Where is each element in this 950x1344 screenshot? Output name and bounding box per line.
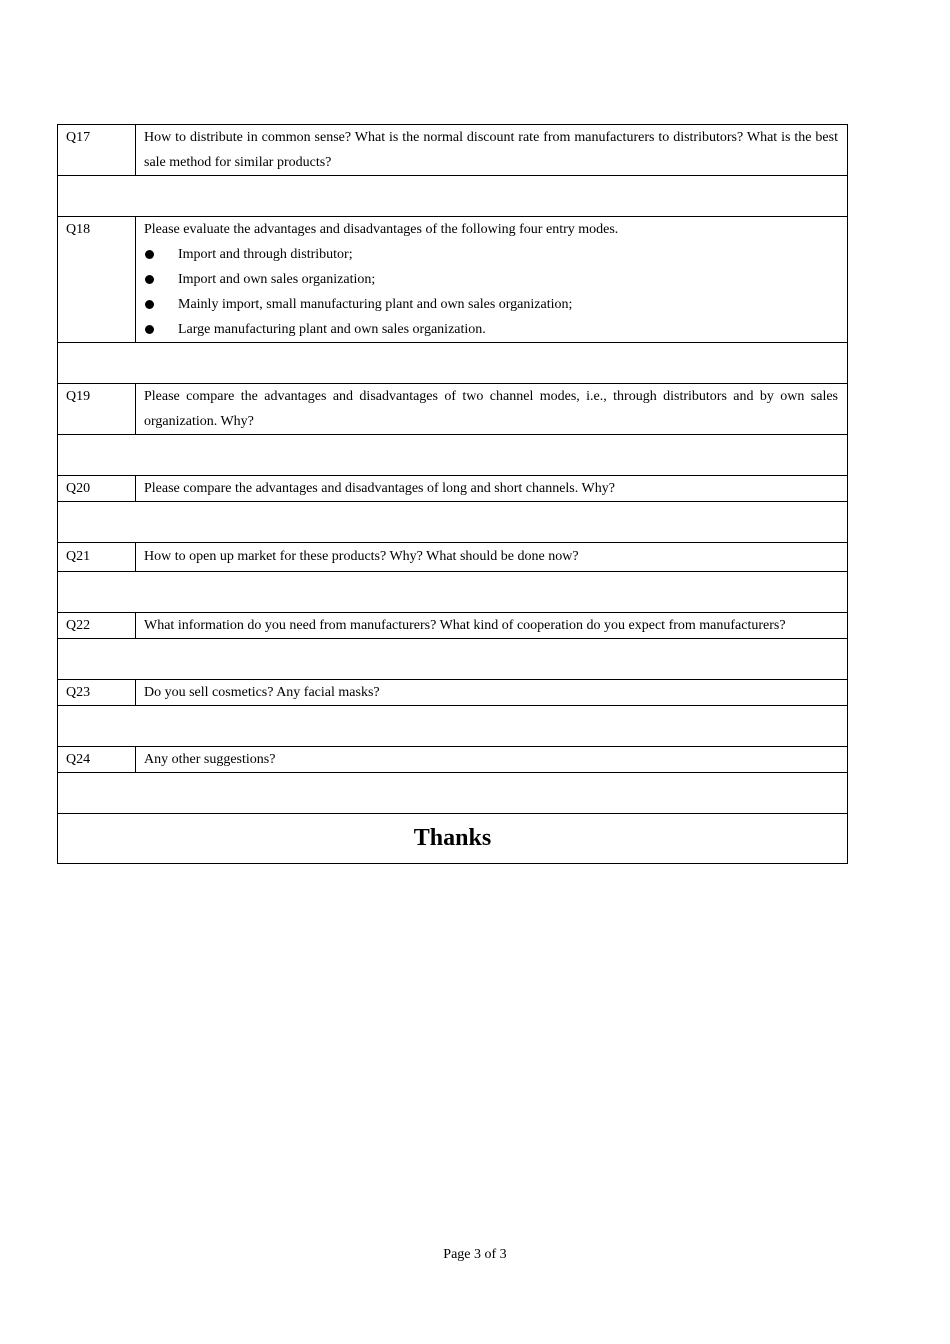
question-number: Q18 [58, 217, 136, 343]
question-row-q17 [58, 125, 848, 176]
answer-row-q24 [58, 773, 848, 814]
answer-cell[interactable] [58, 773, 848, 814]
answer-cell[interactable] [58, 502, 848, 543]
closing-row [58, 814, 848, 864]
question-text: Please compare the advantages and disadvantages of two channel modes, i.e., through distributors and by own sales organization. Why? [136, 384, 848, 435]
question-number: Q19 [58, 384, 136, 435]
question-row-q22 [58, 613, 848, 639]
question-number: Q17 [58, 125, 136, 176]
answer-row-q21 [58, 572, 848, 613]
question-row-q21 [58, 543, 848, 572]
answer-row-q19 [58, 435, 848, 476]
question-row-q20 [58, 476, 848, 502]
question-cell [136, 217, 848, 343]
question-row-q18 [58, 217, 848, 343]
question-row-q19 [58, 384, 848, 435]
question-text: Do you sell cosmetics? Any facial masks? [136, 680, 848, 706]
list-item: Import and through distributor; [144, 242, 838, 267]
question-number: Q21 [58, 543, 136, 572]
list-item: Mainly import, small manufacturing plant and own sales organization; [144, 292, 838, 317]
bullet-icon [145, 275, 154, 284]
question-number: Q24 [58, 747, 136, 773]
page-footer: Page 3 of 3 [443, 1247, 507, 1262]
question-row-q24 [58, 747, 848, 773]
answer-row-q22 [58, 639, 848, 680]
question-text: How to open up market for these products? Why? What should be done now? [136, 543, 848, 572]
question-text: Please evaluate the advantages and disadvantages of the following four entry modes. [144, 222, 619, 237]
answer-row-q17 [58, 176, 848, 217]
question-text: What information do you need from manufacturers? What kind of cooperation do you expect from manufacturers? [136, 613, 848, 639]
question-number: Q20 [58, 476, 136, 502]
list-item: Import and own sales organization; [144, 267, 838, 292]
question-text: Please compare the advantages and disadvantages of long and short channels. Why? [136, 476, 848, 502]
entry-modes-list [144, 242, 838, 342]
answer-cell[interactable] [58, 572, 848, 613]
list-item: Large manufacturing plant and own sales organization. [144, 317, 838, 342]
question-text: How to distribute in common sense? What is the normal discount rate from manufacturers to distributors? What is the best sale method for similar products? [136, 125, 848, 176]
bullet-icon [145, 325, 154, 334]
answer-row-q23 [58, 706, 848, 747]
question-number: Q22 [58, 613, 136, 639]
answer-cell[interactable] [58, 435, 848, 476]
answer-cell[interactable] [58, 176, 848, 217]
thanks-heading: Thanks [58, 814, 848, 864]
answer-row-q18 [58, 343, 848, 384]
bullet-icon [145, 250, 154, 259]
bullet-icon [145, 300, 154, 309]
question-row-q23 [58, 680, 848, 706]
answer-row-q20 [58, 502, 848, 543]
answer-cell[interactable] [58, 706, 848, 747]
question-text: Any other suggestions? [136, 747, 848, 773]
questionnaire-table [57, 124, 848, 864]
answer-cell[interactable] [58, 343, 848, 384]
question-number: Q23 [58, 680, 136, 706]
answer-cell[interactable] [58, 639, 848, 680]
